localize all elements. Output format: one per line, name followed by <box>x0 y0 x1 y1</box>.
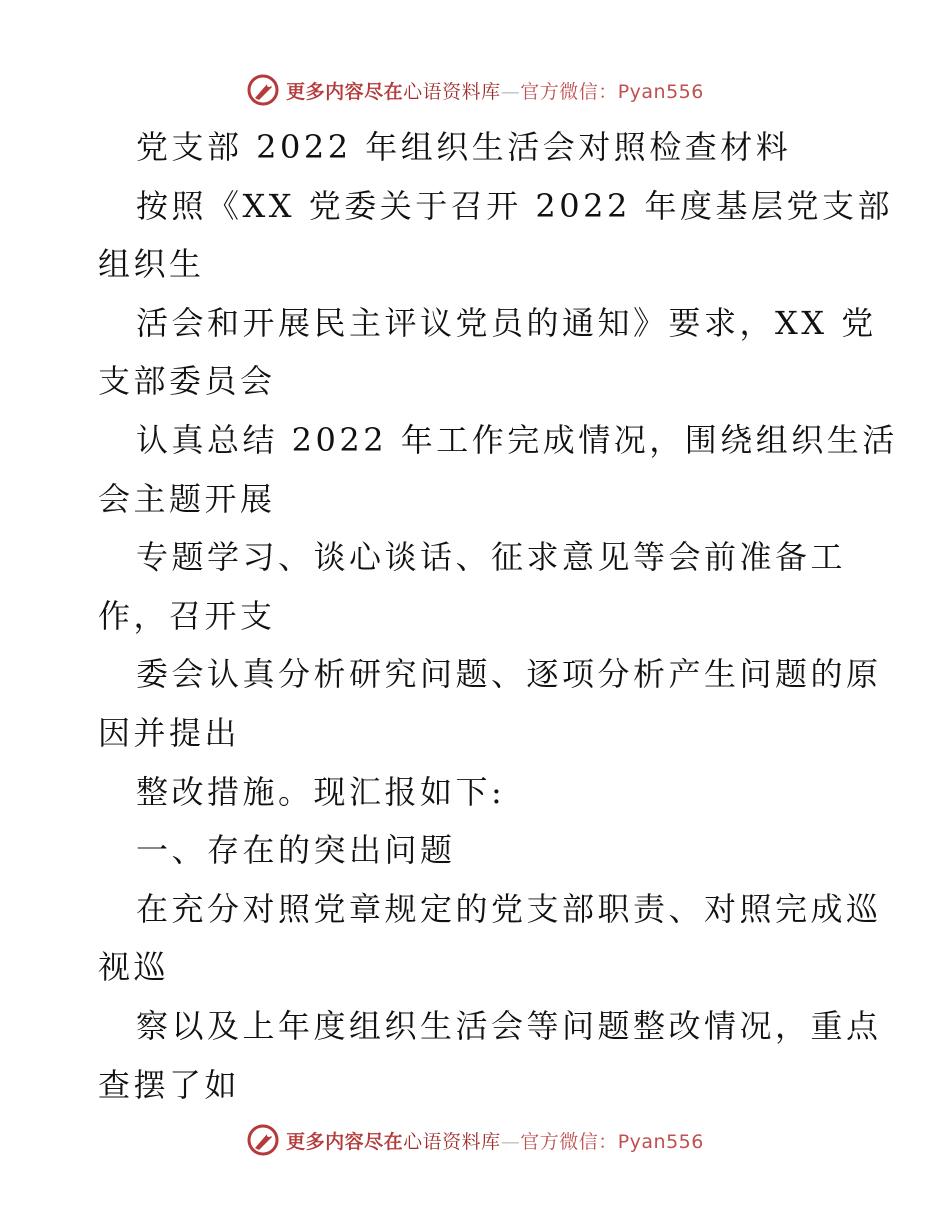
watermark-prefix: 更多内容尽在 <box>286 1130 404 1153</box>
text-line: 因并提出 <box>98 713 241 752</box>
watermark-banner-bottom <box>0 1120 950 1160</box>
pen-nib-seal-icon <box>246 1123 280 1157</box>
watermark-dash: — <box>500 1130 521 1153</box>
text-line: 作，召开支 <box>98 596 276 635</box>
watermark-brand: 心语资料库 <box>403 1130 501 1153</box>
watermark-prefix: 更多内容尽在 <box>286 80 404 103</box>
watermark-banner-top <box>0 70 950 110</box>
document-body <box>98 118 898 1114</box>
text-line: 整改措施。现汇报如下: <box>136 772 506 811</box>
text-line: 认真总结 2022 年工作完成情况，围绕组织生活 <box>136 420 898 459</box>
text-line: 察以及上年度组织生活会等问题整改情况，重点 <box>136 1006 882 1045</box>
watermark-contact: 官方微信：Pyan556 <box>520 80 704 103</box>
document-title: 党支部 2022 年组织生活会对照检查材料 <box>136 128 792 166</box>
text-line: 活会和开展民主评议党员的通知》要求，XX 党 <box>136 303 877 342</box>
watermark-contact: 官方微信：Pyan556 <box>520 1130 704 1153</box>
section-heading: 一、存在的突出问题 <box>136 831 456 870</box>
text-line: 支部委员会 <box>98 362 276 401</box>
watermark-text <box>286 1127 704 1154</box>
text-line: 组织生 <box>98 245 205 284</box>
text-line: 视巡 <box>98 948 170 987</box>
text-line: 在充分对照党章规定的党支部职责、对照完成巡 <box>136 889 882 928</box>
text-line: 按照《XX 党委关于召开 2022 年度基层党支部 <box>136 186 894 225</box>
text-line: 委会认真分析研究问题、逐项分析产生问题的原 <box>136 655 882 694</box>
watermark-brand: 心语资料库 <box>403 80 501 103</box>
watermark-text <box>286 77 704 104</box>
text-line: 专题学习、谈心谈话、征求意见等会前准备工 <box>136 538 847 577</box>
watermark-dash: — <box>500 80 521 103</box>
text-line: 会主题开展 <box>98 479 276 518</box>
text-line: 查摆了如 <box>98 1065 241 1104</box>
pen-nib-seal-icon <box>246 73 280 107</box>
